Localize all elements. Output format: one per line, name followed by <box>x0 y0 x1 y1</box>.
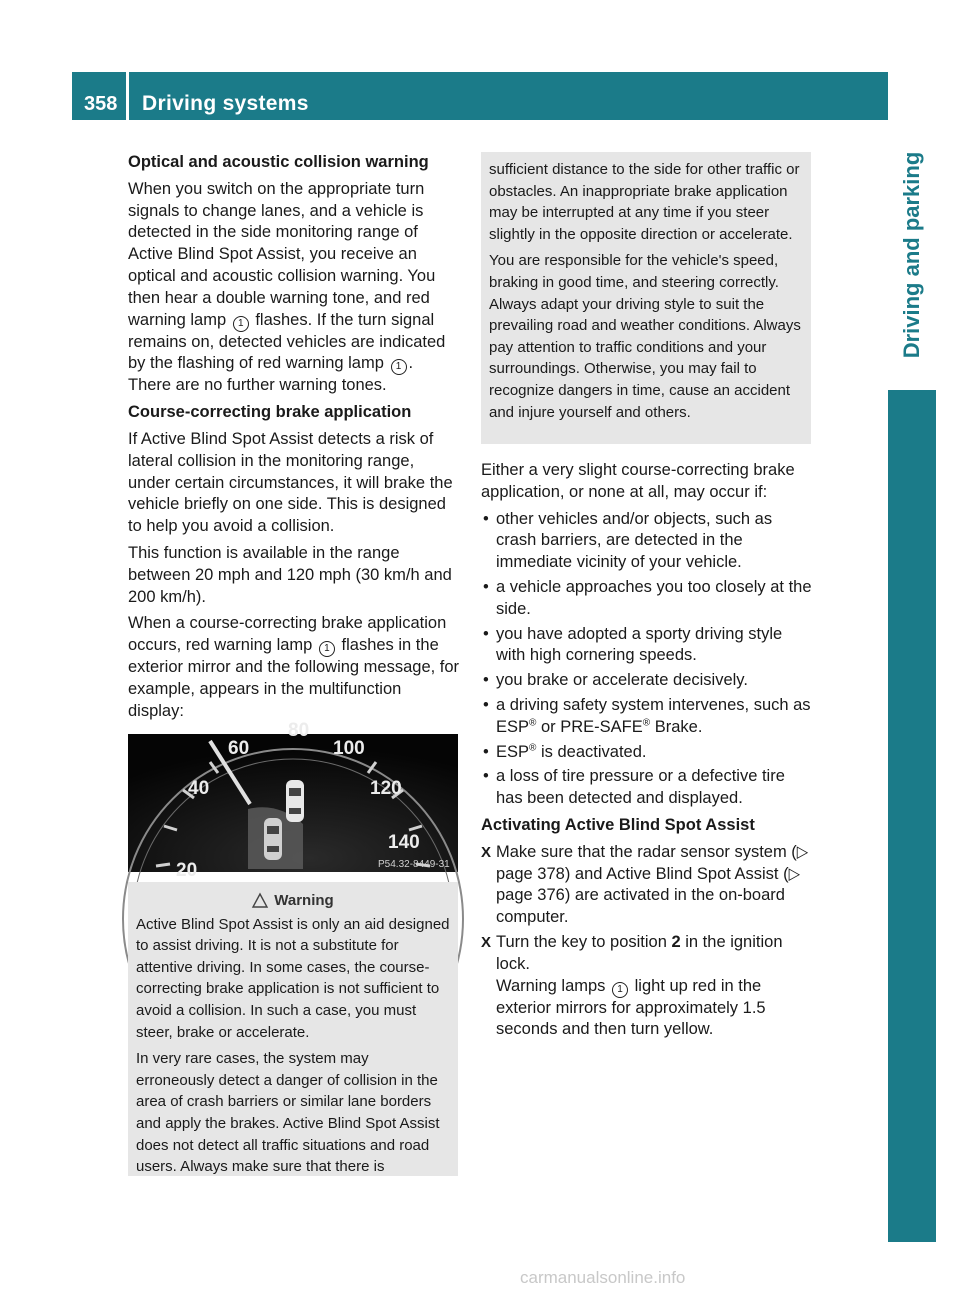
step-item: X Make sure that the radar sensor system (▷ page 378) and Active Blind Spot Assist (▷ page 376) are activated in the on-board computer. <box>481 842 809 927</box>
list-item: • ESP® is deactivated. <box>481 742 813 764</box>
list-item: • a driving safety system intervenes, such as ESP® or PRE-SAFE® Brake. <box>481 695 813 739</box>
speed-label-20: 20 <box>176 860 198 881</box>
list-item: • you have adopted a sporty driving style with high cornering speeds. <box>481 624 813 668</box>
paragraph-brake-risk: If Active Blind Spot Assist detects a risk of lateral collision in the monitoring range, under certain circumstances, it will brake the vehicle briefly on one side. This is designed to help you avoid a collision. <box>128 429 453 536</box>
warning-lamp-icon: 1 <box>391 359 407 375</box>
conditions-list <box>481 509 813 810</box>
list-item: • other vehicles and/or objects, such as crash barriers, are detected in the immediate vicinity of your vehicle. <box>481 509 813 574</box>
speed-label-40: 40 <box>188 778 210 799</box>
paragraph-collision-warning: When you switch on the appropriate turn signals to change lanes, and a vehicle is detected in the side monitoring range of Active Blind Spot Assist, you receive an optical and acoustic collision warning. You then hear a double warning tone, and red warning lamp 1 flashes. If the turn signal remains on, detected vehicles are indicated by the flashing of red warning lamp 1 . There are no further warning tones. <box>128 179 446 395</box>
list-item: • a loss of tire pressure or a defective tire has been detected and displayed. <box>481 766 813 810</box>
right-column <box>481 460 813 1044</box>
multifunction-display-figure <box>128 720 458 881</box>
speed-label-100: 100 <box>333 738 365 759</box>
page-reference-link[interactable]: page 378) and Active Blind Spot Assist ( <box>496 864 789 883</box>
detected-car-icon <box>264 818 282 860</box>
warning-header <box>136 890 450 912</box>
warning-title: Warning <box>274 892 334 909</box>
warning-box <box>128 882 458 1176</box>
heading-activating: Activating Active Blind Spot Assist <box>481 815 755 834</box>
speedometer-illustration <box>128 720 458 881</box>
speed-label-60: 60 <box>228 738 250 759</box>
header-divider <box>126 72 129 120</box>
heading-collision-warning: Optical and acoustic collision warning <box>128 153 429 171</box>
step-marker-icon: X <box>481 843 492 861</box>
page-number: 358 <box>84 93 118 115</box>
own-car-icon <box>286 780 304 822</box>
warning-continued-paragraph-2: You are responsible for the vehicle's speed, braking in good time, and steering correctly. Always adapt your driving style to suit the prevailing road and weather conditions. Always pay attention to traffic conditions and your surroundings. Otherwise, you may fail to recognize dangers in time, cause an accident and injure yourself and others. <box>489 252 801 421</box>
activation-steps <box>481 842 813 1041</box>
speed-label-140: 140 <box>388 832 420 853</box>
list-item: • a vehicle approaches you too closely at the side. <box>481 577 813 621</box>
page-reference-link[interactable]: page 376) are activated in the on-board computer. <box>496 886 785 927</box>
list-item: • you brake or accelerate decisively. <box>481 670 813 692</box>
page-header-bar <box>72 72 888 120</box>
warning-paragraph-1: Active Blind Spot Assist is only an aid designed to assist driving. It is not a substitute for attentive driving. In some cases, the course-correcting brake application is not sufficient to avoid a collision. In such a case, you must steer, brake or accelerate. <box>136 915 450 1041</box>
speed-label-120: 120 <box>370 778 402 799</box>
figure-code: P54.32-8449-31 <box>378 859 450 870</box>
warning-lamp-icon: 1 <box>612 982 628 998</box>
paragraph-speed-range: This function is available in the range between 20 mph and 120 mph (30 km/h and 200 km/h). <box>128 543 452 606</box>
warning-lamp-icon: 1 <box>319 641 335 657</box>
speed-label-80: 80 <box>288 720 310 741</box>
page-ref-arrow-icon: ▷ <box>796 842 809 861</box>
section-title: Driving systems <box>142 92 309 115</box>
step-item: X Turn the key to position 2 in the ignition lock. Warning lamps 1 light up red in the exterior mirrors for approximately 1.5 seconds and then turn yellow. <box>481 932 783 1039</box>
heading-brake-application: Course-correcting brake application <box>128 403 412 422</box>
warning-triangle-icon <box>252 893 268 908</box>
left-column <box>128 152 460 728</box>
warning-box-continued <box>481 152 811 444</box>
warning-continued-paragraph-1: sufficient distance to the side for other traffic or obstacles. An inappropriate brake application may be interrupted at any time if you steer slightly in the opposite direction or accelerate. <box>489 161 800 243</box>
warning-paragraph-2: In very rare cases, the system may erroneously detect a danger of collision in the area of crash barriers or similar lane borders and apply the brakes. Active Blind Spot Assist does not detect all traffic situations and road users. Always make sure that there is <box>136 1050 440 1176</box>
step-marker-icon: X <box>481 933 492 951</box>
page-ref-arrow-icon: ▷ <box>788 864 801 883</box>
chapter-label <box>888 120 936 390</box>
paragraph-conditions-intro: Either a very slight course-correcting brake application, or none at all, may occur if: <box>481 461 795 501</box>
paragraph-brake-message: When a course-correcting brake application occurs, red warning lamp 1 flashes in the exterior mirror and the following message, for example, appears in the multifunction display: <box>128 614 460 720</box>
watermark: carmanualsonline.info <box>520 1268 686 1287</box>
chapter-label-text: Driving and parking <box>899 151 924 359</box>
warning-lamp-icon: 1 <box>233 316 249 332</box>
